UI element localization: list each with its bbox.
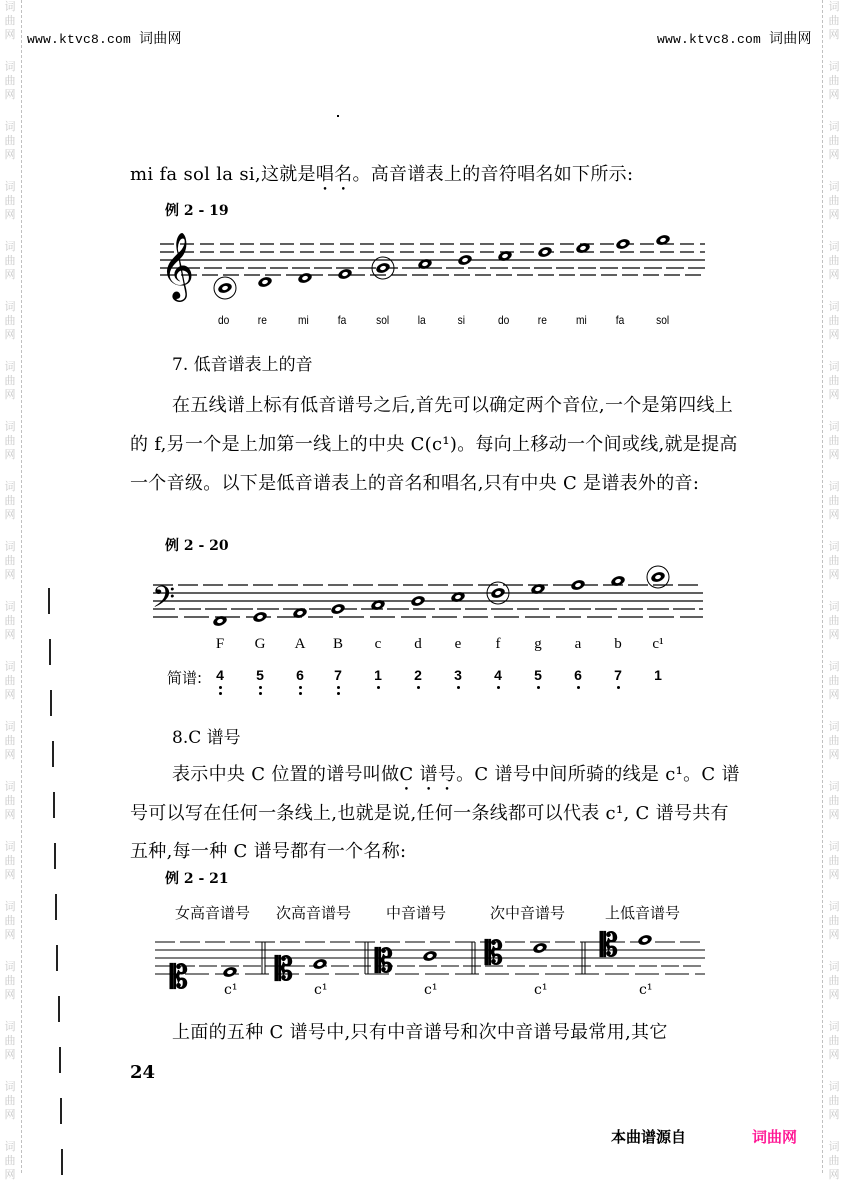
note-name: F — [215, 636, 225, 652]
syllable-label: re — [537, 313, 547, 327]
watermark-glyph-group: 词 曲 网 — [4, 120, 16, 161]
jianpu-digit: 5 — [534, 667, 542, 683]
watermark-glyph-group: 词 曲 网 — [828, 540, 840, 581]
watermark-glyph-group: 词 曲 网 — [828, 660, 840, 701]
octave-dot — [377, 686, 380, 689]
header-site-name: 词曲网 — [139, 31, 182, 47]
c-clef-note-label: c¹ — [639, 982, 653, 998]
octave-dot — [259, 692, 262, 695]
watermark-glyph-group: 词 曲 网 — [4, 360, 16, 401]
c-clef-note-label: c¹ — [314, 982, 328, 998]
right-watermark-column — [826, 0, 842, 1181]
margin-scan-bar — [55, 894, 57, 920]
watermark-glyph-group: 词 曲 网 — [828, 0, 840, 41]
watermark-glyph-group: 词 曲 网 — [4, 780, 16, 821]
watermark-glyph-group: 词 曲 网 — [4, 960, 16, 1001]
octave-dot — [299, 686, 302, 689]
watermark-glyph-group: 词 曲 网 — [4, 60, 16, 101]
p1-suffix: 。C 谱号中间所骑的线是 c¹。C 谱号可以写在任何一条线上,也就是说,任何一条线都可以代表 c¹, C 谱号共有五种,每一种 C 谱号都有一个名称: — [130, 764, 740, 862]
jianpu-digit: 7 — [334, 667, 342, 683]
octave-dot — [337, 686, 340, 689]
syllable-label: do — [498, 313, 510, 327]
header-url: www.ktvc8.com — [27, 32, 132, 47]
c-clef-name: 次高音谱号 — [276, 904, 352, 922]
svg-text:𝄡: 𝄡 — [485, 934, 503, 972]
octave-dot — [417, 686, 420, 689]
section-8-paragraph — [130, 756, 740, 871]
syllable-label: si — [457, 313, 466, 327]
note-name: B — [332, 636, 343, 652]
section-7-paragraph: 在五线谱上标有低音谱号之后,首先可以确定两个音位,一个是第四线上的 f,另一个是上加第一线上的中央 C(c¹)。每向上移动一个间或线,就是提高一个音级。以下是低音谱表上的音名和唱名,只有中央 C 是谱表外的音: — [130, 395, 738, 494]
syllable-label: mi — [575, 313, 587, 327]
watermark-glyph-group: 词 曲 网 — [4, 1020, 16, 1061]
footer-source-label: 本曲谱源自 — [611, 1128, 687, 1146]
header-watermark-left[interactable] — [27, 28, 182, 48]
margin-scan-bar — [49, 639, 51, 665]
intro-emphasis: 唱名 — [315, 164, 353, 185]
syllable-label: fa — [337, 313, 347, 327]
note-name: e — [454, 636, 462, 652]
c-clef-note-label: c¹ — [534, 982, 548, 998]
octave-dot — [537, 686, 540, 689]
note-name: b — [614, 636, 622, 652]
header-site-name: 词曲网 — [769, 31, 812, 47]
jianpu-digit: 1 — [654, 667, 662, 683]
watermark-glyph-group: 词 曲 网 — [4, 480, 16, 521]
jianpu-label: 简谱: — [167, 669, 203, 687]
c-clef-name: 次中音谱号 — [490, 904, 566, 922]
watermark-glyph-group: 词 曲 网 — [828, 720, 840, 761]
watermark-glyph-group: 词 曲 网 — [4, 300, 16, 341]
c-clef-name: 中音谱号 — [386, 904, 447, 922]
syllable-label: mi — [297, 313, 309, 327]
example-label-2-19: 例 2 - 19 — [165, 203, 229, 219]
margin-scan-bar — [60, 1098, 62, 1124]
section-8-heading: 8.C 谱号 — [172, 728, 241, 748]
jianpu-digit: 6 — [574, 667, 582, 683]
c-clef-note-label: c¹ — [224, 982, 238, 998]
left-watermark-column — [2, 0, 18, 1181]
octave-dot — [219, 692, 222, 695]
jianpu-digit: 6 — [296, 667, 304, 683]
octave-dot — [299, 692, 302, 695]
note-name: a — [574, 636, 582, 652]
syllable-label: fa — [615, 313, 625, 327]
watermark-glyph-group: 词 曲 网 — [4, 900, 16, 941]
octave-dot — [497, 686, 500, 689]
margin-scan-bar — [56, 945, 58, 971]
octave-dot — [219, 686, 222, 689]
syllable-label: re — [257, 313, 267, 327]
right-margin-dashed-line — [822, 0, 823, 1173]
jianpu-digit: 5 — [256, 667, 264, 683]
margin-scan-bar — [53, 792, 55, 818]
bass-clef-icon: 𝄢 — [152, 581, 176, 622]
note-name: g — [534, 636, 542, 652]
margin-scan-bar — [58, 996, 60, 1022]
watermark-glyph-group: 词 曲 网 — [828, 180, 840, 221]
jianpu-digit: 4 — [494, 667, 502, 683]
left-margin-dashed-line — [21, 0, 22, 1173]
intro-suffix: 。高音谱表上的音符唱名如下所示: — [352, 164, 634, 185]
syllable-label: sol — [376, 313, 390, 327]
octave-dot — [259, 686, 262, 689]
margin-scan-bar — [50, 690, 52, 716]
note-name: d — [414, 636, 422, 652]
watermark-glyph-group: 词 曲 网 — [4, 180, 16, 221]
p1-prefix: 表示中央 C 位置的谱号叫做 — [172, 764, 400, 785]
octave-dot — [457, 686, 460, 689]
c-clef-note-label: c¹ — [424, 982, 438, 998]
watermark-glyph-group: 词 曲 网 — [4, 240, 16, 281]
svg-text:𝄡: 𝄡 — [375, 942, 393, 980]
bass-staff — [148, 565, 708, 635]
watermark-glyph-group: 词 曲 网 — [828, 840, 840, 881]
octave-dot — [617, 686, 620, 689]
watermark-glyph-group: 词 曲 网 — [4, 660, 16, 701]
watermark-glyph-group: 词 曲 网 — [4, 600, 16, 641]
watermark-glyph-group: 词 曲 网 — [828, 960, 840, 1001]
example-label-2-20: 例 2 - 20 — [165, 538, 229, 554]
watermark-glyph-group: 词 曲 网 — [828, 420, 840, 461]
footer-source-link[interactable]: 词曲网 — [752, 1128, 798, 1146]
jianpu-digit: 4 — [216, 667, 224, 683]
page-number: 24 — [130, 1062, 156, 1083]
watermark-glyph-group: 词 曲 网 — [4, 1140, 16, 1181]
treble-staff — [150, 230, 710, 305]
margin-scan-bar — [61, 1149, 63, 1175]
watermark-glyph-group: 词 曲 网 — [4, 0, 16, 41]
watermark-glyph-group: 词 曲 网 — [828, 780, 840, 821]
p1-emphasis: C 谱号 — [399, 764, 457, 785]
watermark-glyph-group: 词 曲 网 — [828, 480, 840, 521]
header-watermark-right[interactable] — [657, 28, 812, 48]
intro-prefix: mi fa sol la si,这就是 — [130, 164, 316, 185]
note-name: G — [254, 636, 266, 652]
margin-scan-bar — [54, 843, 56, 869]
svg-text:𝄡: 𝄡 — [600, 926, 618, 964]
margin-scan-bar — [48, 588, 50, 614]
syllable-label: sol — [656, 313, 670, 327]
closing-line: 上面的五种 C 谱号中,只有中音谱号和次中音谱号最常用,其它 — [172, 1022, 668, 1043]
c-clef-name: 上低音谱号 — [605, 904, 681, 922]
watermark-glyph-group: 词 曲 网 — [828, 60, 840, 101]
svg-text:𝄡: 𝄡 — [275, 950, 293, 988]
intro-line — [130, 158, 740, 195]
watermark-glyph-group: 词 曲 网 — [828, 240, 840, 281]
watermark-glyph-group: 词 曲 网 — [4, 1080, 16, 1121]
watermark-glyph-group: 词 曲 网 — [4, 540, 16, 581]
jianpu-digit: 7 — [614, 667, 622, 683]
watermark-glyph-group: 词 曲 网 — [4, 840, 16, 881]
watermark-glyph-group: 词 曲 网 — [828, 300, 840, 341]
c-clef-name: 女高音谱号 — [175, 904, 251, 922]
header-url: www.ktvc8.com — [657, 32, 762, 47]
watermark-glyph-group: 词 曲 网 — [828, 1140, 840, 1181]
jianpu-digit: 2 — [414, 667, 422, 683]
jianpu-digit: 3 — [454, 667, 462, 683]
section-7-heading: 7. 低音谱表上的音 — [172, 355, 313, 375]
watermark-glyph-group: 词 曲 网 — [4, 420, 16, 461]
watermark-glyph-group: 词 曲 网 — [828, 1020, 840, 1061]
treble-clef-icon: 𝄞 — [160, 231, 195, 299]
octave-dot — [577, 686, 580, 689]
syllable-label: la — [417, 313, 426, 327]
margin-scan-bar — [59, 1047, 61, 1073]
watermark-glyph-group: 词 曲 网 — [828, 120, 840, 161]
watermark-glyph-group: 词 曲 网 — [828, 1080, 840, 1121]
note-name: c¹ — [652, 636, 664, 652]
watermark-glyph-group: 词 曲 网 — [4, 720, 16, 761]
watermark-glyph-group: 词 曲 网 — [828, 900, 840, 941]
syllable-label: do — [218, 313, 230, 327]
watermark-glyph-group: 词 曲 网 — [828, 360, 840, 401]
margin-scan-bar — [52, 741, 54, 767]
svg-text:𝄡: 𝄡 — [170, 958, 188, 992]
jianpu-digit: 1 — [374, 667, 382, 683]
note-name: c — [374, 636, 382, 652]
note-name: A — [294, 636, 306, 652]
note-name: f — [495, 636, 501, 652]
stray-dot — [337, 115, 339, 117]
watermark-glyph-group: 词 曲 网 — [828, 600, 840, 641]
example-label-2-21: 例 2 - 21 — [165, 871, 229, 887]
octave-dot — [337, 692, 340, 695]
